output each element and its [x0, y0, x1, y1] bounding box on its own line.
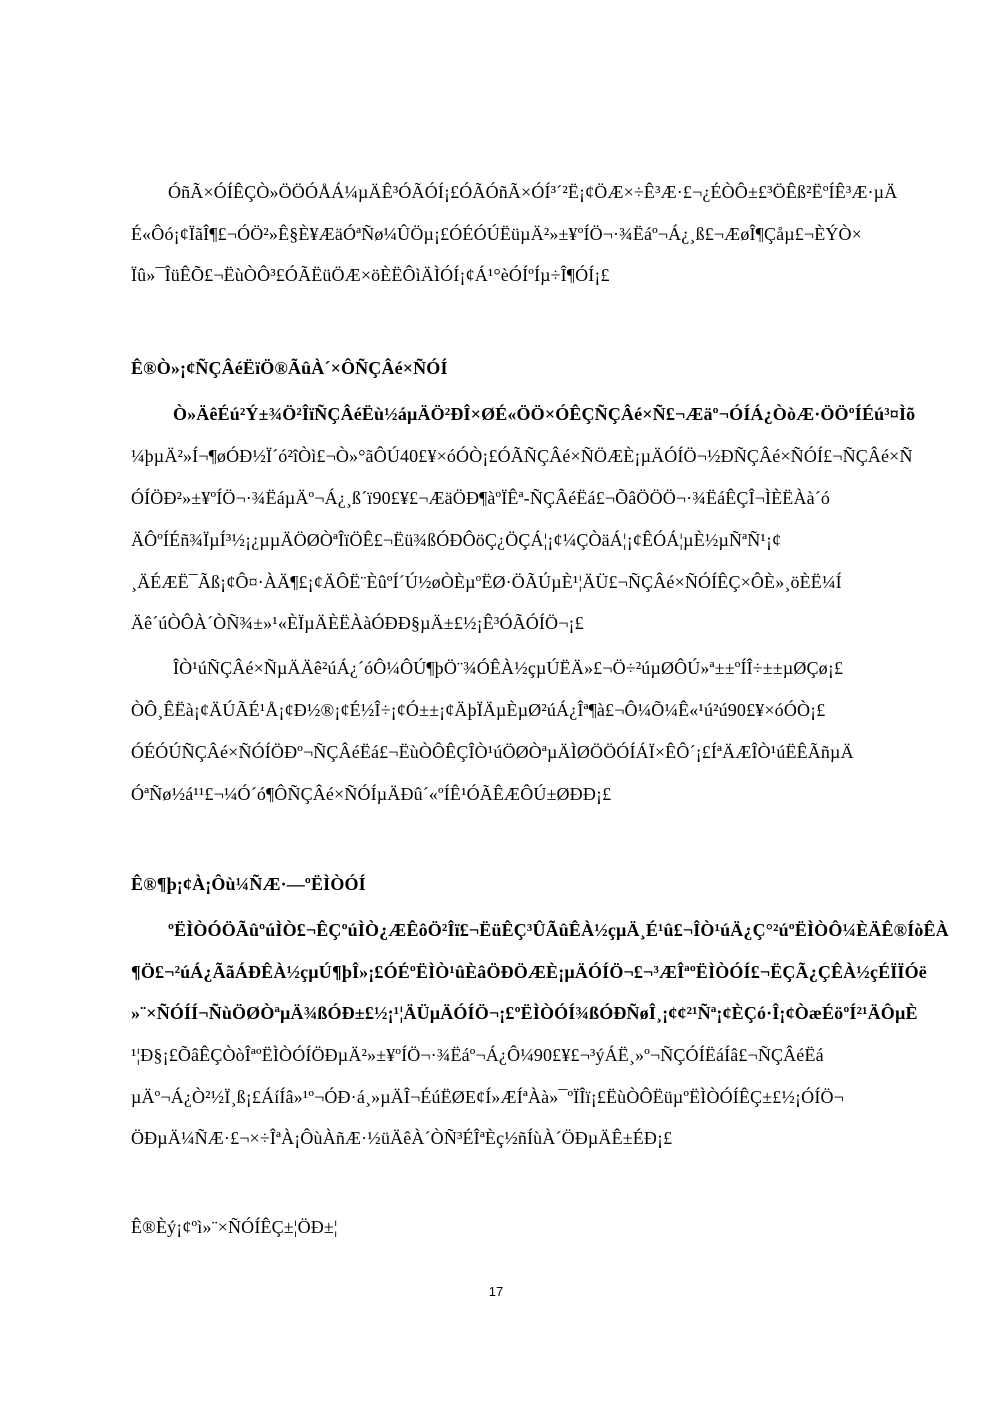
paragraph-1-line-2: É«Ôó¡¢ÏãÎ¶£¬ÓÖ²»Ê§È¥ÆäÓªÑø¼ÛÖµ¡£ÓÉÓÚËüµÄ²»±¥ºÍÖ¬·¾Ëáº¬Á¿¸ß£¬ÆøÎ¶Çåµ£¬ÈÝÒ× [131, 224, 862, 244]
page-number: 17 [488, 1284, 504, 1299]
section-heading-11: Ê®Ò»¡¢ÑÇÂéËïÖ®ÃûÀ´×ÔÑÇÂé×ÑÓÍ [131, 358, 448, 378]
paragraph-2-line-1: Ò»ÄêÉú²Ý±¾Ö²ÎïÑÇÂéËù½áµÄÖ²ÐÎ×ØÉ«ÖÖ×ÓÊÇÑÇÂé×Ñ£¬Æäº¬ÓÍÁ¿ÒòÆ·ÖÖºÍÉú³¤Ìõ [173, 404, 916, 424]
paragraph-2-line-4: ÄÔºÍÉñ¾ÏµÍ³½¡¿µµÄÖØÒªÎïÖÊ£¬Ëü¾ßÓÐÔöÇ¿ÖÇÁ¦¡¢¼ÇÒäÁ¦¡¢ÊÓÁ¦µÈ½µÑªÑ¹¡¢ [131, 530, 782, 550]
paragraph-4-line-3: »¨×ÑÓÍÍ¬ÑùÖØÒªµÄ¾ßÓÐ±£½¡¹¦ÄÜµÄÓÍÖ¬¡£ºËÌÒÓÍ¾ßÓÐÑøÎ¸¡¢¢²¹Ñª¡¢ÈÇó·Î¡¢ÒæÉöºÍ²¹ÄÔµÈ [131, 1003, 918, 1023]
paragraph-2-line-3: ÓÍÖÐ²»±¥ºÍÖ¬·¾ËáµÄº¬Á¿¸ß´ï90£¥£¬ÆäÖÐ¶àºÏÊª-ÑÇÂéËá£¬ÕâÖÖÖ¬·¾ËáÊÇÎ¬ÌÈËÀà´ó [131, 488, 831, 508]
paragraph-1-line-3: Ïû»¯ÎüÊÕ£¬ËùÒÔ³£ÓÃËüÖÆ×öÈËÔìÄÌÓÍ¡¢Á¹°èÓÍºÍµ÷Î¶ÓÍ¡£ [131, 265, 610, 285]
paragraph-3-line-4: ÓªÑø½á¹¹£¬¼Ó´ó¶ÔÑÇÂé×ÑÓÍµÄÐû´«ºÍÊ¹ÓÃÊÆÔÚ±ØÐÐ¡£ [131, 784, 612, 804]
paragraph-2-line-5: ¸ÄÉÆË¯Ãß¡¢Ô¤·ÀÄ¶£¡¢ÄÔË¨ÈûºÍ´Ú½øÒÈµºËØ·ÖÃÚµÈ¹¦ÄÜ£¬ÑÇÂé×ÑÓÍÊÇ×ÔÈ»¸öÈË¼Í [131, 572, 842, 592]
paragraph-2-line-6: Äê´úÒÔÀ´ÒÑ¾±»¹«ÈÏµÄÈËÀàÓÐÐ§µÄ±£½¡Ê³ÓÃÓÍÖ¬¡£ [131, 613, 584, 633]
paragraph-4-line-4: ¹¦Ð§¡£ÕâÊÇÒòÎªºËÌÒÓÍÖÐµÄ²»±¥ºÍÖ¬·¾Ëáº¬Á¿Ô¼90£¥£¬³ýÁË¸»º¬ÑÇÓÍËáÍâ£¬ÑÇÂéËá [131, 1045, 824, 1065]
paragraph-3-line-1: ÎÒ¹úÑÇÂé×ÑµÄÄê²úÁ¿´óÔ¼ÔÚ¶þÖ¨¾ÓÊÀ½çµÚËÄ»£¬Ö÷²úµØÔÚ»ª±±ºÍÎ÷±±µØÇø¡£ [173, 658, 844, 678]
paragraph-3-line-3: ÓÉÓÚÑÇÂé×ÑÓÍÖÐº¬ÑÇÂéËá£¬ËùÒÔÊÇÎÒ¹úÖØÒªµÄÌØÖÖÓÍÁÏ×ÊÔ´¡£ÍªÄÆÎÒ¹úËÊÃñµÄ [131, 742, 854, 762]
paragraph-4-line-5: µÄº¬Á¿Ò²½Ï¸ß¡£ÁíÍâ»¹º¬ÓÐ·á¸»µÄÎ¬ÉúËØE¢Í»ÆÍªÀà»¯ºÏÎï¡£ËùÒÔËüµºËÌÒÓÍÊÇ±£½¡ÓÍÖ¬ [131, 1087, 844, 1107]
section-heading-12: Ê®¶þ¡¢À¡Ôù¼ÑÆ·—ºËÌÒÓÍ [131, 874, 366, 894]
paragraph-4-line-2: ¶Ö£¬²úÁ¿ÃãÁÐÊÀ½çµÚ¶þÎ»¡£ÓÉºËÌÒ¹ûÈâÖÐÖÆÈ¡µÄÓÍÖ¬£¬³ÆÎªºËÌÒÓÍ£¬ËÇÃ¿ÇÊÀ½çÉÏÏÓë [131, 962, 927, 982]
section-heading-13: Ê®Èý¡¢ºì»¨×ÑÓÍÊÇ±¦ÖÐ±¦ [131, 1217, 338, 1237]
paragraph-1-line-1: ÓñÃ×ÓÍÊÇÒ»ÖÖÓÅÁ¼µÄÊ³ÓÃÓÍ¡£ÓÃÓñÃ×ÓÍ³´²Ë¡¢ÖÆ×÷Ê³Æ·£¬¿ÉÒÔ±£³ÖÊß²ËºÍÊ³Æ·µÄ [168, 182, 898, 202]
paragraph-4-line-1: ºËÌÒÓÖÃûºúÌÒ£¬ÊÇºúÌÒ¿ÆÊôÖ²Îï£¬ËüÊÇ³ÛÃûÊÀ½çµÄ¸É¹û£¬ÎÒ¹úÄ¿Ç°²úºËÌÒÔ¼ÈÄÊ®ÍòÊÀ [168, 920, 949, 940]
paragraph-3-line-2: ÒÔ¸ÊËà¡¢ÄÚÃÉ¹Å¡¢Ð½®¡¢É½Î÷¡¢Ó±±¡¢ÄþÏÄµÈµØ²úÁ¿Îª¶à£¬Ô¼Õ¼Ê«¹ú²ú90£¥×óÓÒ¡£ [131, 700, 826, 720]
paragraph-4-line-6: ÖÐµÄ¼ÑÆ·£¬×÷ÎªÀ¡ÔùÀñÆ·½üÄêÀ´ÒÑ³ÉÎªÈç½ñÍùÀ´ÖÐµÄÊ±ÉÐ¡£ [131, 1128, 673, 1148]
paragraph-2-line-2: ¼þµÄ²»Í¬¶øÓÐ½Ï´ó²îÒì£¬Ò»°ãÔÚ40£¥×óÓÒ¡£ÓÃÑÇÂé×ÑÖÆÈ¡µÄÓÍÖ¬½ÐÑÇÂé×ÑÓÍ£¬ÑÇÂé×Ñ [131, 446, 913, 466]
